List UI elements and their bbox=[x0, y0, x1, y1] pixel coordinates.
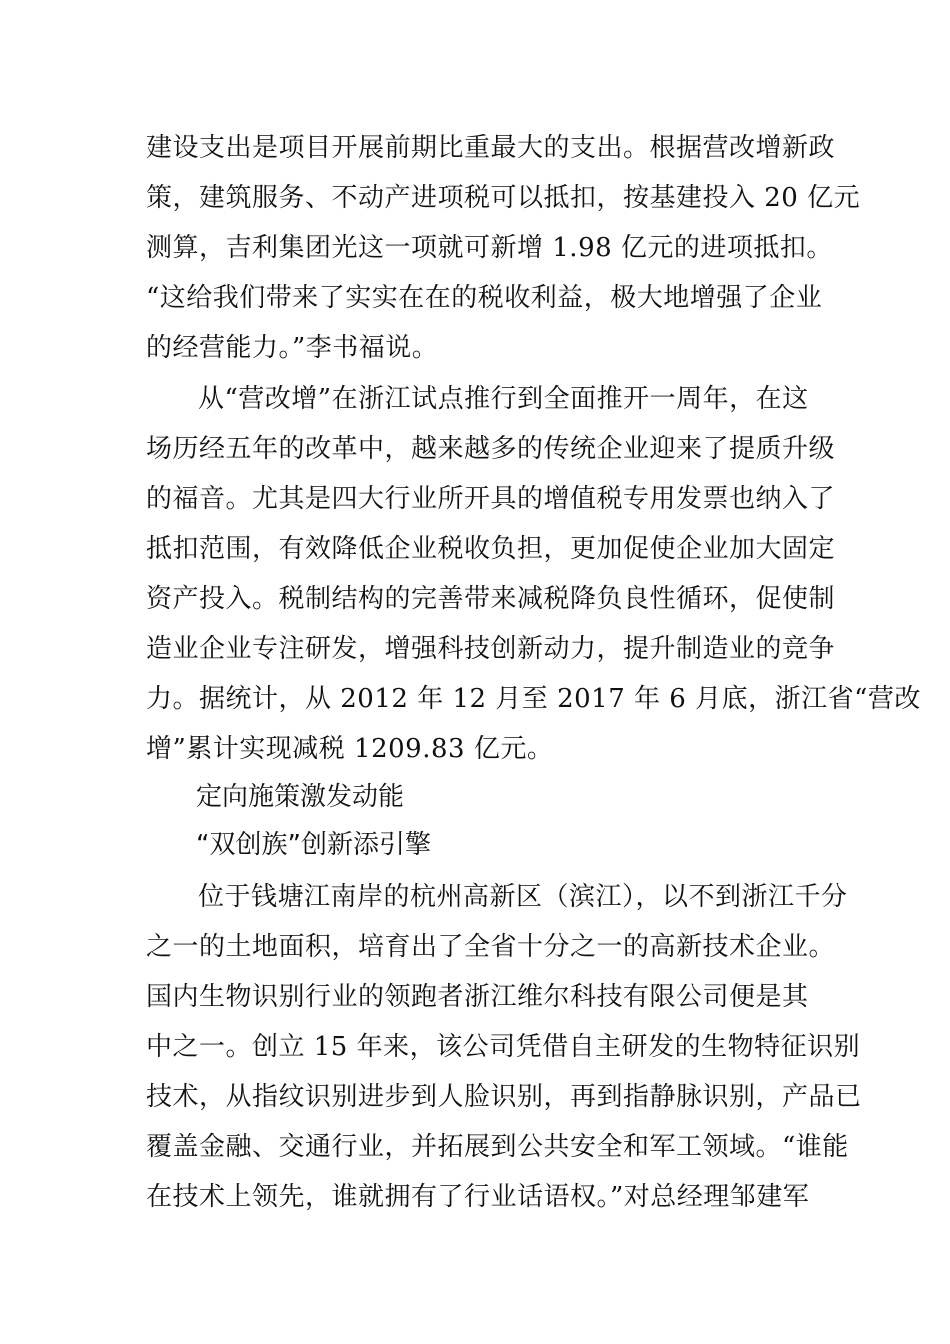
text-line: 位于钱塘江南岸的杭州高新区（滨江），以不到浙江千分 bbox=[198, 882, 848, 912]
text-line: 造业企业专注研发，增强科技创新动力，提升制造业的竞争 bbox=[146, 634, 836, 664]
text-line: 在技术上领先，谁就拥有了行业话语权。”对总经理邹建军 bbox=[146, 1182, 810, 1212]
paragraph-1 bbox=[146, 123, 861, 373]
text-line: 的经营能力。”李书福说。 bbox=[146, 333, 439, 363]
text-line: 从“营改增”在浙江试点推行到全面推开一周年，在这 bbox=[198, 384, 809, 414]
text-line: 中之一。创立 15 年来，该公司凭借自主研发的生物特征识别 bbox=[146, 1032, 861, 1062]
text-line: 测算，吉利集团光这一项就可新增 1.98 亿元的进项抵扣。 bbox=[146, 233, 833, 263]
text-line: 场历经五年的改革中，越来越多的传统企业迎来了提质升级 bbox=[146, 434, 836, 464]
section-subheading: “双创族”创新添引擎 bbox=[196, 830, 431, 860]
text-line: 抵扣范围，有效降低企业税收负担，更加促使企业加大固定 bbox=[146, 534, 836, 564]
text-line: 增”累计实现减税 1209.83 亿元。 bbox=[146, 734, 554, 764]
text-line: 资产投入。税制结构的完善带来减税降负良性循环，促使制 bbox=[146, 584, 836, 614]
text-line: 力。据统计，从 2012 年 12 月至 2017 年 6 月底，浙江省“营改 bbox=[146, 684, 921, 714]
text-line: 国内生物识别行业的领跑者浙江维尔科技有限公司便是其 bbox=[146, 982, 809, 1012]
text-line: 之一的土地面积，培育出了全省十分之一的高新技术企业。 bbox=[146, 932, 836, 962]
text-line: 的福音。尤其是四大行业所开具的增值税专用发票也纳入了 bbox=[146, 484, 836, 514]
text-line: 策，建筑服务、不动产进项税可以抵扣，按基建投入 20 亿元 bbox=[146, 183, 861, 213]
paragraph-2 bbox=[146, 374, 921, 774]
text-line: 技术，从指纹识别进步到人脸识别，再到指静脉识别，产品已 bbox=[146, 1082, 862, 1112]
text-line: 建设支出是项目开展前期比重最大的支出。根据营改增新政 bbox=[146, 133, 836, 163]
text-line: “这给我们带来了实实在在的税收利益，极大地增强了企业 bbox=[146, 283, 823, 313]
section-heading: 定向施策激发动能 bbox=[196, 782, 405, 812]
paragraph-3 bbox=[146, 872, 862, 1222]
text-line: 覆盖金融、交通行业，并拓展到公共安全和军工领域。“谁能 bbox=[146, 1132, 849, 1162]
